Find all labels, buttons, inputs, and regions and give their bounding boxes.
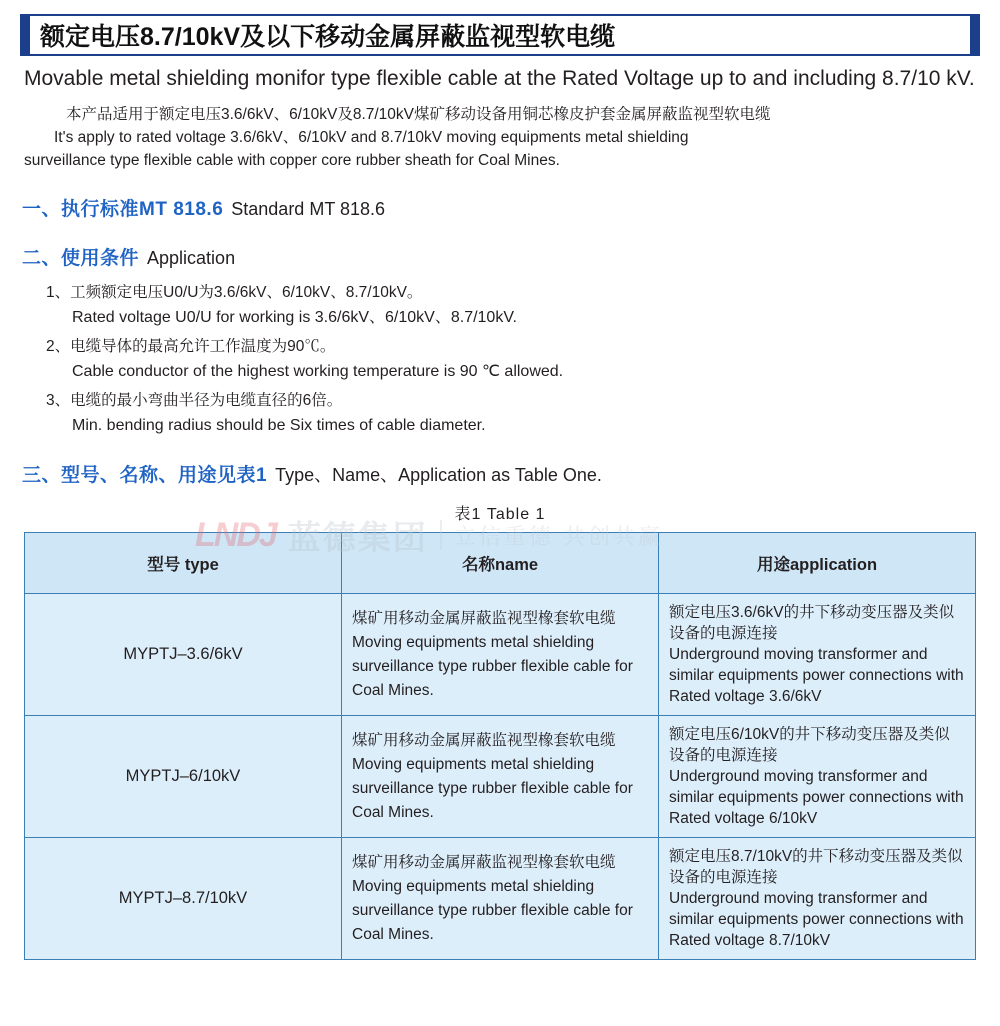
table-row bbox=[25, 594, 976, 716]
section-application-cn: 二、使用条件 bbox=[22, 248, 140, 269]
intro-line-en-2: surveillance type flexible cable with copper core rubber sheath for Coal Mines. bbox=[24, 152, 560, 169]
cell-application bbox=[659, 594, 976, 716]
table-header-row bbox=[25, 533, 976, 594]
intro-line-cn: 本产品适用于额定电压3.6/6kV、6/10kV及8.7/10kV煤矿移动设备用铜芯橡皮护套金属屏蔽监视型软电缆 bbox=[66, 106, 771, 123]
conditions-list bbox=[24, 280, 976, 438]
cell-name-en: Moving equipments metal shielding surveillance type rubber flexible cable for Coal Mines. bbox=[352, 755, 633, 821]
cell-name-en: Moving equipments metal shielding surveillance type rubber flexible cable for Coal Mines. bbox=[352, 633, 633, 699]
condition-2-cn: 2、电缆导体的最高允许工作温度为90℃。 bbox=[46, 338, 336, 355]
condition-3-en: Min. bending radius should be Six times of cable diameter. bbox=[72, 417, 486, 434]
condition-2-en: Cable conductor of the highest working temperature is 90 ℃ allowed. bbox=[72, 363, 564, 380]
condition-1-en: Rated voltage U0/U for working is 3.6/6kV、6/10kV、8.7/10kV. bbox=[72, 309, 517, 326]
cell-name-cn: 煤矿用移动金属屏蔽监视型橡套软电缆 bbox=[352, 609, 616, 627]
cell-name bbox=[342, 838, 659, 960]
cell-app-en: Underground moving transformer and similar equipments power connections with Rated voltage 8.7/10kV bbox=[669, 890, 964, 949]
spec-table bbox=[24, 532, 976, 960]
cell-type: MYPTJ–8.7/10kV bbox=[25, 838, 342, 960]
cell-name-cn: 煤矿用移动金属屏蔽监视型橡套软电缆 bbox=[352, 731, 616, 749]
table-caption: 表1 Table 1 bbox=[454, 506, 546, 523]
cell-application bbox=[659, 838, 976, 960]
banner-left-block bbox=[20, 16, 30, 54]
document-page bbox=[0, 14, 1000, 1026]
cell-type: MYPTJ–3.6/6kV bbox=[25, 594, 342, 716]
watermark-logo: LNDJ bbox=[195, 515, 276, 554]
condition-item bbox=[24, 334, 976, 384]
cell-application bbox=[659, 716, 976, 838]
section-table-intro bbox=[22, 460, 978, 487]
cell-app-cn: 额定电压3.6/6kV的井下移动变压器及类似设备的电源连接 bbox=[669, 604, 955, 642]
condition-item bbox=[24, 280, 976, 330]
watermark-slogan: 立信重德 共创共赢 bbox=[453, 523, 663, 549]
header-type: 型号 type bbox=[25, 533, 342, 594]
section-table-cn: 三、型号、名称、用途见表1 bbox=[22, 465, 268, 486]
section-application bbox=[22, 243, 978, 270]
page-title: 额定电压8.7/10kV及以下移动金属屏蔽监视型软电缆 bbox=[40, 23, 616, 51]
cell-app-cn: 额定电压6/10kV的井下移动变压器及类似设备的电源连接 bbox=[669, 726, 950, 764]
table-row bbox=[25, 716, 976, 838]
subtitle-english: Movable metal shielding monifor type flexible cable at the Rated Voltage up to and including 8.7/10 kV. bbox=[24, 67, 975, 90]
intro-line-en-1: It's apply to rated voltage 3.6/6kV、6/10kV and 8.7/10kV moving equipments metal shielding bbox=[54, 129, 689, 146]
section-standard-en: Standard MT 818.6 bbox=[231, 199, 386, 219]
title-banner bbox=[20, 14, 980, 56]
cell-name bbox=[342, 716, 659, 838]
cell-name-en: Moving equipments metal shielding surveillance type rubber flexible cable for Coal Mines. bbox=[352, 877, 633, 943]
cell-name bbox=[342, 594, 659, 716]
cell-name-cn: 煤矿用移动金属屏蔽监视型橡套软电缆 bbox=[352, 853, 616, 871]
table-body bbox=[25, 594, 976, 960]
cell-app-cn: 额定电压8.7/10kV的井下移动变压器及类似设备的电源连接 bbox=[669, 848, 963, 886]
condition-item bbox=[24, 388, 976, 438]
header-name: 名称name bbox=[342, 533, 659, 594]
table-row bbox=[25, 838, 976, 960]
cell-type: MYPTJ–6/10kV bbox=[25, 716, 342, 838]
banner-right-block bbox=[970, 16, 980, 54]
condition-3-cn: 3、电缆的最小弯曲半径为电缆直径的6倍。 bbox=[46, 392, 343, 409]
header-application: 用途application bbox=[659, 533, 976, 594]
watermark-company-cn: 蓝德集团 bbox=[287, 518, 428, 556]
intro-paragraph bbox=[24, 103, 976, 172]
table-head bbox=[25, 533, 976, 594]
spec-table-wrapper bbox=[24, 532, 976, 960]
cell-app-en: Underground moving transformer and similar equipments power connections with Rated voltage 6/10kV bbox=[669, 768, 964, 827]
condition-1-cn: 1、工频额定电压U0/U为3.6/6kV、6/10kV、8.7/10kV。 bbox=[46, 284, 423, 301]
cell-app-en: Underground moving transformer and similar equipments power connections with Rated voltage 3.6/6kV bbox=[669, 646, 964, 705]
section-standard-cn: 一、执行标准MT 818.6 bbox=[22, 199, 224, 220]
section-standard bbox=[22, 194, 978, 221]
section-application-en: Application bbox=[147, 248, 236, 268]
section-table-en: Type、Name、Application as Table One. bbox=[275, 465, 602, 485]
